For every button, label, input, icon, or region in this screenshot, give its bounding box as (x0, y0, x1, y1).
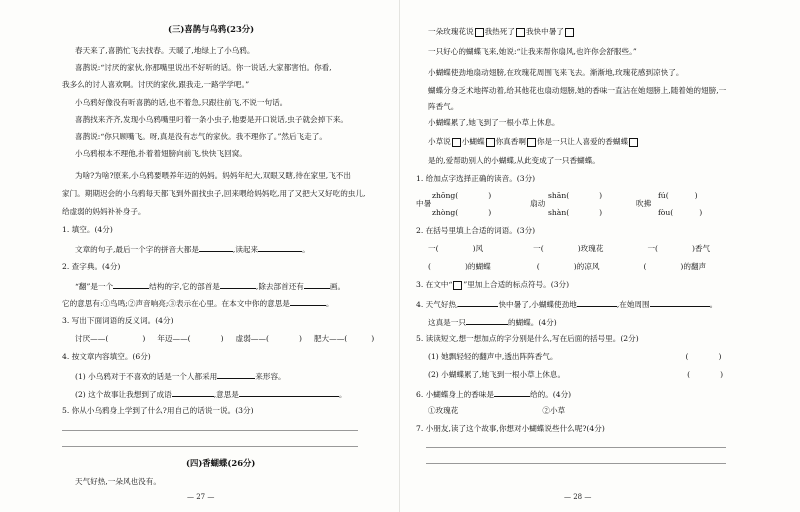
story-line: 一只好心的蝴蝶飞来,她说:“让我来帮你扇风,也许你会舒服些。” (428, 47, 637, 56)
option-rose[interactable]: ①玫瑰花 (428, 406, 459, 415)
answer-blank[interactable] (199, 243, 233, 252)
question-4-b: 这真是一只 的蝴蝶。(4分) (428, 318, 557, 327)
pinyin-option: zhòng( ) (432, 208, 492, 217)
answer-blank[interactable] (290, 297, 326, 306)
question-2-row-1: 一( )风 一( )玫瑰花 一( )香气 (428, 244, 711, 253)
story-line: 是的,爱帮助别人的小蝴蝶,从此变成了一只香蝴蝶。 (428, 156, 600, 165)
story-line: 喜鹊说:“你只顾嘴飞。呀,真是没有志气的家伙。我不理你了。”然后飞走了。 (75, 132, 327, 141)
answer-blank[interactable] (239, 388, 339, 397)
pinyin-option: shàn( ) (548, 208, 603, 217)
word-zhongshu: 中暑 (416, 199, 432, 208)
answer-blank[interactable] (113, 280, 149, 289)
question-5-2: (2) 小蝴蝶累了,她飞到一根小草上休息。 ( ) (428, 370, 724, 379)
word-shandong: 扇动 (530, 199, 546, 208)
pinyin-option: shān( ) (548, 191, 603, 200)
answer-blank[interactable] (458, 298, 498, 307)
writing-line[interactable] (426, 447, 726, 448)
question-2-line-2: 它的意思有:①鸟鸣;②声音响亮;③表示在心里。在本文中你的意思是 。 (62, 299, 334, 308)
story-line: 小蝴蝶使劲地扇动翅膀,在玫瑰花周围飞来飞去。渐渐地,玫瑰花感到凉快了。 (428, 68, 684, 77)
right-page (400, 0, 800, 512)
question-4: 4. 按文章内容填空。(6分) (62, 352, 151, 361)
story-line: 小草说 小蝴蝶 你真香啊 你是一只让人喜爱的香蝴蝶 (428, 137, 639, 147)
story-line: 家门。期期迟会的小乌鸦每天都飞到外面找虫子,回来喂给妈妈吃,用了又把大又好吃的虫儿, (62, 189, 366, 198)
answer-blank[interactable] (577, 298, 617, 307)
question-7: 7. 小朋友,读了这个故事,你想对小蝴蝶说些什么呢?(4分) (416, 424, 605, 433)
story-line: 蝴蝶分身乏术地挥动着,给其他花也扇动翅膀,她的香味一直沾在她翅膀上,随着她的翅膀,一 (428, 86, 727, 95)
story-line: 我多么的讨人喜欢啊。讨厌的家伙,跟我走,一路学学吧。” (62, 80, 250, 89)
question-1: 1. 填空。(4分) (62, 225, 113, 234)
question-5: 5. 读读短文,想一想加点的字分别是什么,写在后面的括号里。(2分) (416, 334, 639, 343)
writing-line[interactable] (62, 446, 358, 447)
story-line: 为啥?为啥?原来,小乌鸦要喂养年迈的妈妈。妈妈年纪大,双眼又瞎,待在家里,飞不出 (75, 171, 351, 180)
question-4: 4. 天气好热, 快中暑了,小蝴蝶使劲地 ,在她周围 。 (416, 300, 718, 309)
story-line: 小蝴蝶累了,她飞到了一根小草上休息。 (428, 118, 560, 127)
question-1-line: 文章的句子,最后一个字的拼音大都是 ,读起来 。 (75, 245, 310, 254)
story-line: 小乌鸦根本不理他,扑着着翅膀向前飞,快快飞回窝。 (75, 149, 247, 158)
question-3: 3. 写出下面词语的反义词。(4分) (62, 316, 174, 325)
question-2: 2. 在括号里填上合适的词语。(3分) (416, 226, 536, 235)
story-line: 喜鹊找来齐齐,发现小乌鸦嘴里叼着一条小虫子,他要是开口说话,虫子就会掉下来。 (75, 115, 349, 124)
question-6: 6. 小蝴蝶身上的香味是 给的。(4分) (416, 390, 572, 399)
punctuation-box (453, 281, 462, 290)
section3-title: (三)喜鹊与乌鸦(23分) (168, 24, 255, 34)
story-line: 给虚弱的妈妈补补身子。 (62, 207, 146, 216)
page-number: — 27 — (187, 493, 215, 501)
punctuation-box[interactable] (527, 138, 536, 147)
answer-blank[interactable] (304, 280, 330, 289)
question-2-line-1: “翻”是一个 结构的字,它的部首是 ,除去部首还有 画。 (75, 282, 346, 291)
writing-line[interactable] (62, 430, 358, 431)
question-6-options (428, 406, 565, 416)
story-line: 小乌鸦好像没有听喜鹊的话,也不着急,只跟往前飞,不说一句话。 (75, 98, 288, 107)
pinyin-option: fòu( ) (658, 208, 703, 217)
question-3-items: 讨厌——( ) 年迈——( ) 虚弱——( ) 肥大——( ) (75, 334, 375, 343)
punctuation-box[interactable] (475, 28, 484, 37)
story-line: 喜鹊说:“讨厌的家伙,你那嘴里说出不好听的话。你一说话,大家都害怕。你看, (75, 63, 332, 72)
question-5-1: (1) 她飘轻轻的翻声中,透出阵阵香气。 ( ) (428, 352, 722, 361)
question-5: 5. 你从小乌鸦身上学到了什么?用自己的话说一说。(3分) (62, 406, 254, 415)
story-line: 一朵玫瑰花说 我热死了 我快中暑了 (428, 27, 575, 37)
punctuation-box[interactable] (452, 138, 461, 147)
punctuation-box[interactable] (486, 138, 495, 147)
question-4-2: (2) 这个故事让我想到了成语 ,意思是 。 (75, 390, 347, 399)
answer-blank[interactable] (494, 388, 530, 397)
writing-line[interactable] (426, 463, 726, 464)
punctuation-box[interactable] (629, 138, 638, 147)
punctuation-box[interactable] (516, 28, 525, 37)
story-line: 春天来了,喜鹊忙飞去找春。天暖了,地绿上了小乌鸦。 (75, 46, 255, 55)
answer-blank[interactable] (217, 370, 255, 379)
section4-title: (四)香蝴蝶(26分) (186, 458, 256, 468)
question-2-row-2: ( )的蝴蝶 ( )的凉风 ( )的翻声 (428, 262, 707, 271)
answer-blank[interactable] (172, 388, 214, 397)
answer-blank[interactable] (258, 243, 302, 252)
word-chuifu: 吹拂 (636, 199, 652, 208)
question-1: 1. 给加点字选择正确的读音。(3分) (416, 174, 536, 183)
answer-blank[interactable] (650, 298, 710, 307)
question-4-1: (1) 小乌鸦对于不喜欢的话是一个人都采用 来形容。 (75, 372, 286, 381)
answer-blank[interactable] (220, 280, 256, 289)
question-2: 2. 查字典。(4分) (62, 262, 121, 271)
question-3: 3. 在文中“ ”里加上合适的标点符号。(3分) (416, 280, 570, 289)
answer-blank[interactable] (466, 316, 508, 325)
pinyin-option: fú( ) (658, 191, 698, 200)
section4-intro: 天气好热,一朵风也没有。 (75, 477, 161, 486)
page-number: — 28 — (564, 493, 592, 501)
punctuation-box[interactable] (565, 28, 574, 37)
story-line: 阵香气。 (428, 102, 459, 111)
option-grass[interactable]: ②小草 (542, 406, 566, 415)
pinyin-option: zhōng( ) (432, 191, 492, 200)
